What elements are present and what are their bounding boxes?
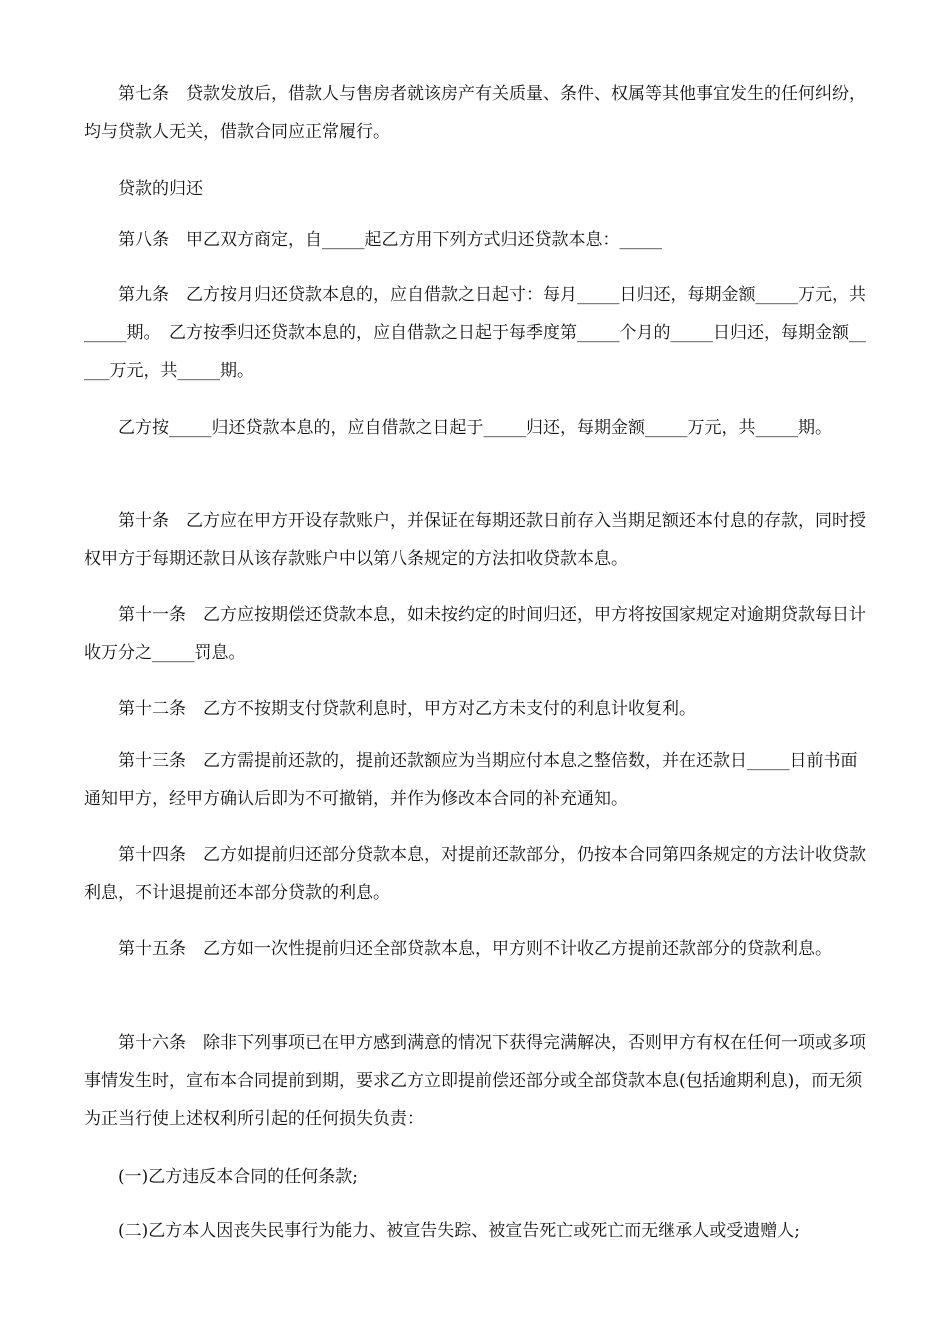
section-heading-repayment: 贷款的归还 (118, 179, 203, 199)
article-15: 第十五条 乙方如一次性提前归还全部贷款本息，甲方则不计收乙方提前还款部分的贷款利息。 (118, 939, 832, 959)
article-11: 第十一条 乙方应按期偿还贷款本息，如未按约定的时间归还，甲方将按国家规定对逾期贷款每日计收万分之_____罚息。 (84, 605, 866, 663)
article-12: 第十二条 乙方不按期支付贷款利息时，甲方对乙方未支付的利息计收复利。 (118, 699, 696, 719)
article-14: 第十四条 乙方如提前归还部分贷款本息，对提前还款部分，仍按本合同第四条规定的方法计收贷款利息，不计退提前还本部分贷款的利息。 (84, 845, 866, 903)
article-10: 第十条 乙方应在甲方开设存款账户，并保证在每期还款日前存入当期足额还本付息的存款，同时授权甲方于每期还款日从该存款账户中以第八条规定的方法扣收贷款本息。 (84, 511, 866, 569)
article-7: 第七条 贷款发放后，借款人与售房者就该房产有关质量、条件、权属等其他事宜发生的任何纠纷，均与贷款人无关，借款合同应正常履行。 (84, 84, 866, 142)
article-9: 第九条 乙方按月归还贷款本息的，应自借款之日起寸：每月_____日归还，每期金额_____万元，共_____期。 乙方按季归还贷款本息的，应自借款之日起于每季度第_____个月的_____日归还，每期金额_____万元，共_____期。 (84, 285, 866, 381)
article-16: 第十六条 除非下列事项已在甲方感到满意的情况下获得完满解决，否则甲方有权在任何一项或多项事情发生时，宣布本合同提前到期，要求乙方立即提前偿还部分或全部贷款本息(包括逾期利息)，而无须为正当行使上述权利所引起的任何损失负责： (84, 1033, 866, 1129)
article-16-item-2: (二)乙方本人因丧失民事行为能力、被宣告失踪、被宣告死亡或死亡而无继承人或受遗赠人; (118, 1221, 800, 1241)
article-9-continued: 乙方按_____归还贷款本息的，应自借款之日起于_____归还，每期金额_____万元，共_____期。 (118, 418, 832, 438)
article-16-item-1: (一)乙方违反本合同的任何条款; (118, 1167, 358, 1187)
article-8: 第八条 甲乙双方商定，自_____起乙方用下列方式归还贷款本息：_____ (118, 230, 662, 250)
article-13: 第十三条 乙方需提前还款的，提前还款额应为当期应付本息之整倍数，并在还款日_____日前书面通知甲方，经甲方确认后即为不可撤销，并作为修改本合同的补充通知。 (84, 751, 858, 809)
